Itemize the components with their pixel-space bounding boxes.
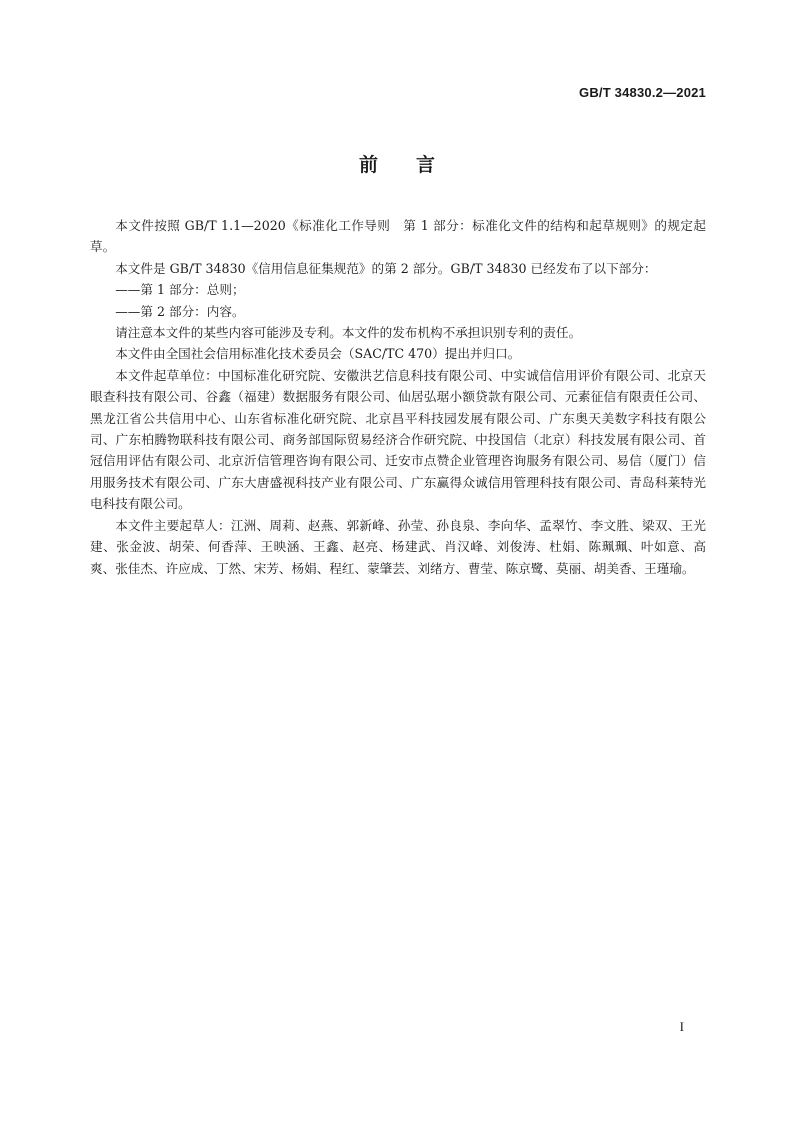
list-item-part-2: ——第 2 部分：内容。 xyxy=(115,303,245,319)
paragraph-patent-notice: 请注意本文件的某些内容可能涉及专利。本文件的发布机构不承担识别专利的责任。 xyxy=(115,325,582,341)
paragraph-drafting-organizations: 本文件起草单位：中国标准化研究院、安徽洪艺信息科技有限公司、中实诚信信用评价有限公司、北京天眼查科技有限公司、谷鑫（福建）数据服务有限公司、仙居弘琚小额贷款有限公司、元素征信有限责任公司、黑龙江省公共信用中心、山东省标准化研究院、北京昌平科技园发展有限公司、广东奥天美数字科技有限公司、广东柏腾物联科技有限公司、商务部国际贸易经济合作研究院、中投国信（北京）科技发展有限公司、首冠信用评估有限公司、北京沂信管理咨询有限公司、迁安市点赞企业管理咨询服务有限公司、易信（厦门）信用服务技术有限公司、广东大唐盛视科技产业有限公司、广东赢得众诚信用管理科技有限公司、青岛科莱特光电科技有限公司。 xyxy=(90,367,706,512)
list-item-part-1: ——第 1 部分：总则； xyxy=(115,282,245,298)
paragraph-series-info: 本文件是 GB/T 34830《信用信息征集规范》的第 2 部分。GB/T 34830 已经发布了以下部分： xyxy=(115,260,657,276)
paragraph-drafting-rules: 本文件按照 GB/T 1.1—2020《标准化工作导则 第 1 部分：标准化文件的结构和起草规则》的规定起草。 xyxy=(90,218,706,255)
standard-code: GB/T 34830.2—2021 xyxy=(579,85,706,100)
page-title xyxy=(0,150,794,177)
paragraph-proposer: 本文件由全国社会信用标准化技术委员会（SAC/TC 470）提出并归口。 xyxy=(115,346,521,362)
foreword-body xyxy=(90,215,706,579)
title-char-1: 前 xyxy=(358,154,378,176)
title-char-2: 言 xyxy=(416,154,436,176)
page-number: I xyxy=(679,1019,684,1034)
paragraph-drafters: 本文件主要起草人：江洲、周莉、赵燕、郭新峰、孙莹、孙良泉、李向华、孟翠竹、李文胜、梁双、王光建、张金波、胡荣、何香萍、王映涵、王鑫、赵亮、杨建武、肖汉峰、刘俊涛、杜娟、陈珮珮、叶如意、高爽、张佳杰、许应成、丁然、宋芳、杨娟、程红、蒙肇芸、刘绪方、曹莹、陈京鹭、莫丽、胡美香、王瑾瑜。 xyxy=(90,517,706,576)
